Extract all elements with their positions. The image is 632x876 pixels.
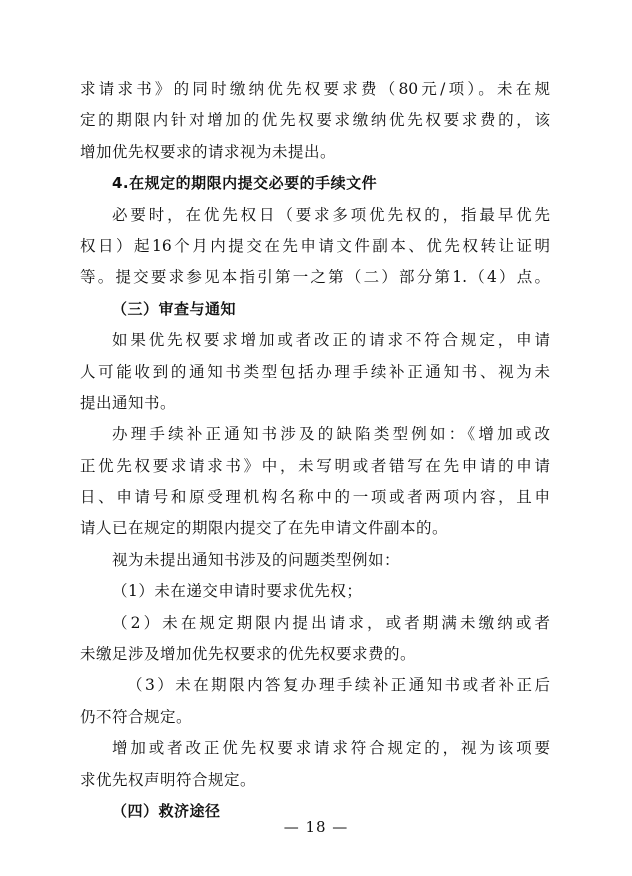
paragraph-line: 求请求书》的同时缴纳优先权要求费（80元/项）。未在规	[80, 80, 550, 98]
paragraph-line: 未缴足涉及增加优先权要求的优先权要求费的。	[80, 645, 417, 664]
paragraph-line: 正优先权要求请求书》中，未写明或者错写在先申请的申请	[80, 456, 550, 475]
paragraph-line: 办理手续补正通知书涉及的缺陷类型例如：《增加或改	[112, 425, 550, 444]
paragraph-line: 提出通知书。	[80, 393, 177, 412]
paragraph-line: 权日）起16个月内提交在先申请文件副本、优先权转让证明	[80, 236, 550, 255]
section-heading: （三）审查与通知	[112, 299, 237, 318]
paragraph-line: 等。提交要求参见本指引第一之第（二）部分第1.（4）点。	[80, 268, 550, 287]
paragraph-line: 必要时，在优先权日（要求多项优先权的，指最早优先	[112, 205, 550, 224]
section-heading: （四）救济途径	[112, 801, 221, 820]
paragraph-line: 增加或者改正优先权要求请求符合规定的，视为该项要	[112, 739, 550, 758]
list-item: （2）未在规定期限内提出请求，或者期满未缴纳或者	[112, 613, 550, 632]
paragraph-line: 定的期限内针对增加的优先权要求缴纳优先权要求费的，该	[80, 111, 550, 130]
document-body	[80, 74, 550, 827]
paragraph-line: 视为未提出通知书涉及的问题类型例如：	[112, 550, 401, 569]
list-item: （3）未在期限内答复办理手续补正通知书或者补正后	[127, 676, 550, 695]
paragraph-line: 如果优先权要求增加或者改正的请求不符合规定，申请	[112, 331, 550, 350]
paragraph-line: 人可能收到的通知书类型包括办理手续补正通知书、视为未	[80, 362, 550, 381]
list-item: （1）未在递交申请时要求优先权；	[112, 582, 363, 601]
page-number: — 18 —	[283, 818, 349, 836]
paragraph-line: 仍不符合规定。	[80, 707, 193, 726]
section-heading: 4.在规定的期限内提交必要的手续文件	[112, 174, 378, 193]
paragraph-line: 日、申请号和原受理机构名称中的一项或者两项内容，且申	[80, 488, 550, 507]
paragraph-line: 增加优先权要求的请求视为未提出。	[80, 142, 337, 161]
paragraph-line: 请人已在规定的期限内提交了在先申请文件副本的。	[80, 519, 449, 538]
paragraph-line: 求优先权声明符合规定。	[80, 770, 257, 789]
